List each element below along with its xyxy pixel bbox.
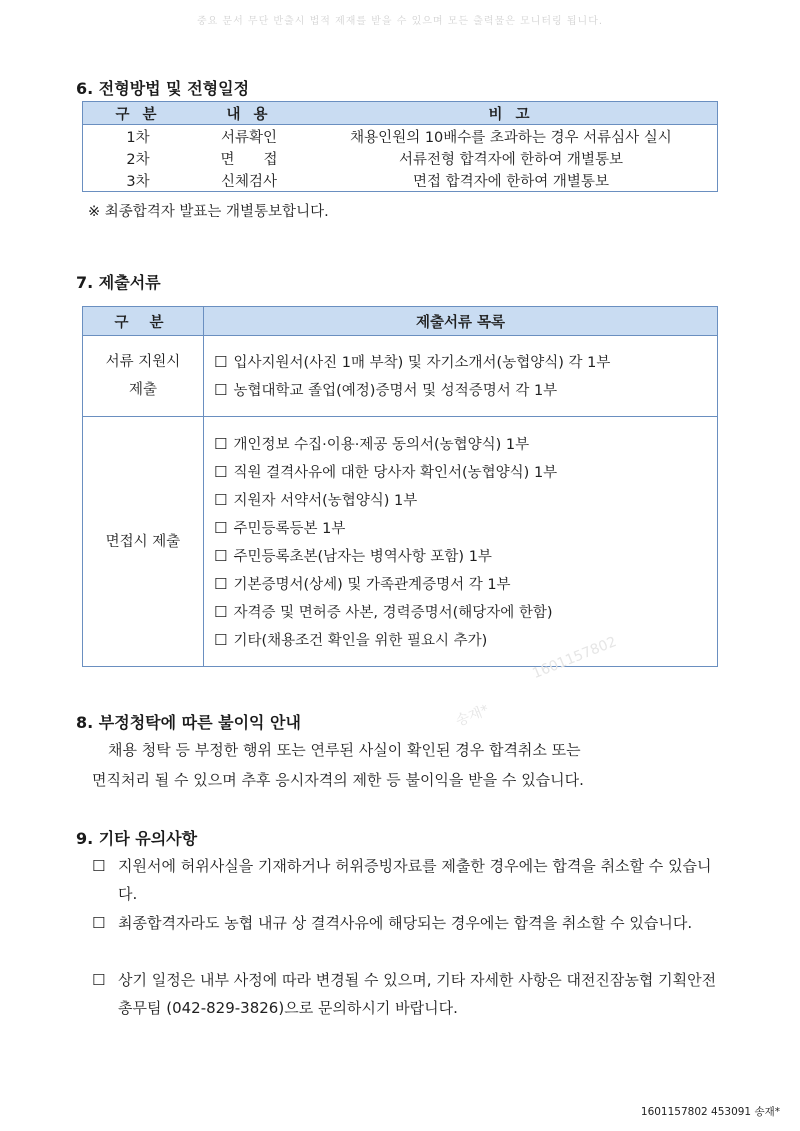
list-item	[214, 542, 717, 570]
checkbox-icon: ☐	[214, 490, 228, 509]
document-text: 개인정보 수집·이용·제공 동의서(농협양식) 1부	[233, 436, 530, 453]
section-8-paragraph-line: 면직처리 될 수 있으며 추후 응시자격의 제한 등 불이익을 받을 수 있습니다.	[92, 771, 584, 789]
notice-text: 상기 일정은 내부 사정에 따라 변경될 수 있으며, 기타 자세한 사항은 대전진잠농협 기획안전총무팀 (042-829-3826)으로 문의하시기 바랍니다.	[118, 971, 717, 1017]
document-text: 기본증명서(상세) 및 가족관계증명서 각 1부	[233, 576, 511, 593]
list-item	[214, 570, 717, 598]
section-6-title: 6. 전형방법 및 전형일정	[76, 79, 250, 98]
list-item	[92, 852, 728, 908]
list-item	[214, 514, 717, 542]
header-gubun: 구 분	[83, 102, 194, 125]
selection-schedule-table	[82, 101, 718, 192]
list-item	[214, 376, 717, 404]
header-gubun: 구 분	[83, 307, 204, 336]
footer-document-code: 1601157802 453091 송재*	[640, 1106, 780, 1118]
group-label-line: 면접시 제출	[105, 533, 181, 550]
document-text: 자격증 및 면허증 사본, 경력증명서(해당자에 한함)	[233, 604, 553, 621]
group-label-application	[83, 336, 204, 417]
watermark-name: 송재*	[453, 702, 492, 730]
list-item	[92, 909, 728, 937]
section-9-title: 9. 기타 유의사항	[76, 829, 198, 848]
stage-cell: 3차	[126, 173, 150, 190]
note-cell: 채용인원의 10배수를 초과하는 경우 서류심사 실시	[350, 129, 672, 146]
checkbox-icon: ☐	[214, 574, 228, 593]
table-row	[83, 169, 718, 192]
content-cell: 신체검사	[220, 173, 278, 190]
document-text: 주민등록등본 1부	[233, 520, 346, 537]
top-security-notice: 중요 문서 무단 반출시 법적 제재를 받을 수 있으며 모든 출력물은 모니터링 됩니다.	[196, 16, 604, 27]
content-cell: 면 접	[220, 151, 278, 168]
content-cell: 서류확인	[220, 129, 278, 146]
checkbox-icon: ☐	[214, 546, 228, 565]
note-cell: 면접 합격자에 한하여 개별통보	[413, 173, 609, 190]
section-7-title: 7. 제출서류	[76, 273, 161, 292]
header-document-list: 제출서류 목록	[204, 307, 718, 336]
document-text: 입사지원서(사진 1매 부착) 및 자기소개서(농협양식) 각 1부	[233, 355, 611, 371]
checkbox-icon: ☐	[214, 381, 228, 399]
document-items	[204, 417, 718, 667]
checkbox-icon: ☐	[214, 434, 228, 453]
checkbox-icon: ☐	[92, 857, 106, 875]
table-header-row	[83, 307, 718, 336]
notice-text: 지원서에 허위사실을 기재하거나 허위증빙자료를 제출한 경우에는 합격을 취소할 수 있습니다.	[118, 857, 712, 903]
final-result-footnote: ※ 최종합격자 발표는 개별통보합니다.	[88, 204, 329, 220]
table-row	[83, 125, 718, 148]
required-documents-table	[82, 306, 718, 667]
document-text: 농협대학교 졸업(예정)증명서 및 성적증명서 각 1부	[233, 383, 558, 399]
document-items	[204, 336, 718, 417]
table-row	[83, 417, 718, 667]
table-header-row	[83, 102, 718, 125]
checkbox-icon: ☐	[92, 971, 106, 989]
checkbox-icon: ☐	[214, 462, 228, 481]
list-item	[92, 966, 728, 1022]
checkbox-icon: ☐	[214, 518, 228, 537]
header-content: 내 용	[193, 102, 305, 125]
checkbox-icon: ☐	[214, 353, 228, 371]
group-label-line: 서류 지원시	[105, 354, 181, 370]
list-item	[214, 430, 717, 458]
list-item	[214, 348, 717, 376]
table-row	[83, 147, 718, 169]
checkbox-icon: ☐	[214, 602, 228, 621]
document-text: 주민등록초본(남자는 병역사항 포함) 1부	[233, 548, 492, 565]
section-8-paragraph-line: 채용 청탁 등 부정한 행위 또는 연루된 사실이 확인된 경우 합격취소 또는	[108, 741, 581, 759]
note-cell: 서류전형 합격자에 한하여 개별통보	[399, 151, 623, 168]
watermark-code: 1601157802	[530, 633, 619, 683]
stage-cell: 2차	[126, 151, 150, 168]
section-8-title: 8. 부정청탁에 따른 불이익 안내	[76, 713, 301, 732]
document-text: 기타(채용조건 확인을 위한 필요시 추가)	[233, 632, 488, 649]
group-label-interview	[83, 417, 204, 667]
list-item	[214, 626, 717, 654]
group-label-line: 제출	[128, 382, 157, 398]
list-item	[214, 598, 717, 626]
checkbox-icon: ☐	[92, 914, 106, 932]
table-row	[83, 336, 718, 417]
document-text: 직원 결격사유에 대한 당사자 확인서(농협양식) 1부	[233, 464, 558, 481]
checkbox-icon: ☐	[214, 630, 228, 649]
list-item	[214, 486, 717, 514]
stage-cell: 1차	[126, 129, 150, 146]
document-text: 지원자 서약서(농협양식) 1부	[233, 492, 418, 509]
notice-text: 최종합격자라도 농협 내규 상 결격사유에 해당되는 경우에는 합격을 취소할 수 있습니다.	[118, 914, 693, 932]
list-item	[214, 458, 717, 486]
header-note: 비 고	[305, 102, 718, 125]
